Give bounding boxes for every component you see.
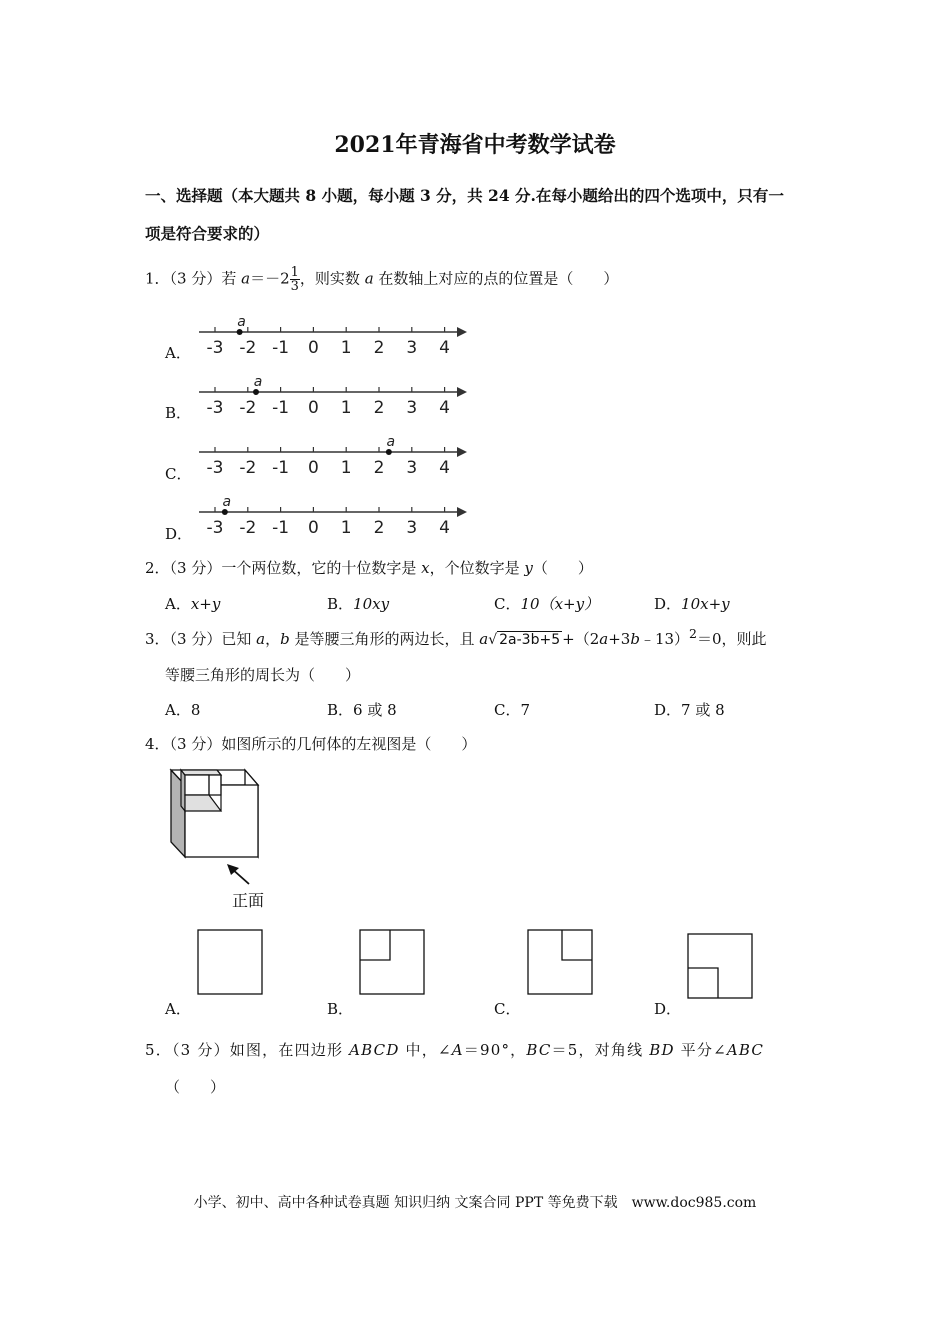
- tick-label: 2: [373, 398, 385, 418]
- q1-option-b-label: B．: [165, 404, 192, 422]
- tick-label: 3: [406, 338, 418, 358]
- question-4: 4．（3 分）如图所示的几何体的左视图是（ ）: [145, 735, 477, 753]
- radical-sign: √: [488, 632, 498, 648]
- q4-option-b-figure: [358, 928, 428, 998]
- tick-label: 2: [373, 518, 385, 538]
- question-5: 5．（3 分）如图，在四边形 ABCD 中，∠A＝90°，BC＝5，对角线 BD 平分∠ABC: [145, 1041, 765, 1059]
- tick-label: -1: [272, 338, 290, 358]
- axis-arrow-icon: [457, 327, 467, 337]
- q3-option-b: B．6 或 8: [327, 701, 397, 719]
- tick-label: -3: [206, 338, 224, 358]
- tick-label: -1: [272, 458, 290, 478]
- tick-label: -2: [239, 458, 257, 478]
- section-header-line2: 项是符合要求的）: [145, 224, 270, 243]
- q4-option-c-label: C．: [494, 1000, 521, 1018]
- question-score: （3 分）: [169, 269, 222, 288]
- question-3-line2: 等腰三角形的周长为（ ）: [165, 666, 361, 684]
- q4-option-c-figure: [526, 928, 596, 998]
- tick-label: -1: [272, 398, 290, 418]
- number-line-b: [195, 370, 475, 420]
- axis-arrow-icon: [457, 387, 467, 397]
- q4-option-d-label: D．: [654, 1000, 682, 1018]
- tick-label: -3: [206, 398, 224, 418]
- question-number: 1．: [145, 269, 170, 288]
- q1-option-c-label: C．: [165, 465, 192, 483]
- q1-option-a-label: A．: [165, 344, 191, 362]
- point-label: a: [222, 494, 232, 510]
- question-3: 3．（3 分）已知 a，b 是等腰三角形的两边长，且 a√ 2a-3b+5 +（2a+3b﹣13）$^2$＝0，则此: [145, 626, 767, 648]
- point-label: a: [237, 314, 246, 330]
- tick-label: 2: [373, 458, 385, 478]
- tick-label: 3: [406, 458, 418, 478]
- tick-label: 4: [439, 338, 451, 358]
- tick-label: 1: [340, 458, 352, 478]
- fraction: $\frac{1}{3}$: [290, 265, 299, 294]
- q3-option-c: C．7: [494, 701, 531, 719]
- tick-label: 1: [340, 338, 352, 358]
- q2-option-d: D．10x+y: [654, 595, 730, 613]
- number-line-c: [195, 430, 475, 480]
- tick-label: 1: [340, 398, 352, 418]
- tick-label: -3: [206, 458, 224, 478]
- solid-figure: [165, 765, 275, 865]
- q4-option-b-label: B．: [327, 1000, 354, 1018]
- page-title: 2021年青海省中考数学试卷: [334, 132, 616, 158]
- q2-option-a: A．x+y: [165, 595, 221, 613]
- tick-label: -1: [272, 518, 290, 538]
- question-1: 1．（3 分）若 a＝－2 $\frac{1}{3}$ ，则实数 a 在数轴上对应的点的位置是（ ）: [145, 265, 619, 294]
- q3-option-d: D．7 或 8: [654, 701, 725, 719]
- point-label: a: [253, 374, 263, 390]
- tick-label: 3: [406, 518, 418, 538]
- tick-label: 2: [373, 338, 385, 358]
- tick-label: 1: [340, 518, 352, 538]
- tick-label: 0: [307, 398, 319, 418]
- tick-label: -3: [206, 518, 224, 538]
- q1-option-d-label: D．: [165, 525, 193, 543]
- q4-option-d-figure: [686, 932, 756, 1002]
- question-5-line2: （ ）: [165, 1078, 226, 1096]
- tick-label: 4: [439, 458, 451, 478]
- tick-label: -2: [239, 518, 257, 538]
- front-label: 正面: [232, 891, 265, 910]
- tick-label: 3: [406, 398, 418, 418]
- question-2: 2．（3 分）一个两位数，它的十位数字是 x，个位数字是 y（ ）: [145, 559, 593, 577]
- arrow-icon: [225, 862, 255, 888]
- q2-option-b: B．10xy: [327, 595, 390, 613]
- q4-option-a-label: A．: [165, 1000, 191, 1018]
- q4-option-a-figure: [196, 928, 266, 998]
- tick-label: 4: [439, 518, 451, 538]
- tick-label: -2: [239, 398, 257, 418]
- tick-label: 0: [307, 518, 319, 538]
- radicand: 2a-3b+5: [499, 632, 561, 648]
- tick-label: 0: [307, 338, 319, 358]
- section-header-line1: 一、选择题（本大题共 8 小题，每小题 3 分，共 24 分.在每小题给出的四个选项中，只有一: [145, 186, 784, 205]
- tick-label: 4: [439, 398, 451, 418]
- q2-option-c: C．10（x+y）: [494, 595, 600, 613]
- number-line-a: [195, 310, 475, 360]
- number-line-d: [195, 490, 475, 540]
- tick-label: -2: [239, 338, 257, 358]
- q3-option-a: A．8: [165, 701, 201, 719]
- axis-arrow-icon: [457, 507, 467, 517]
- tick-label: 0: [307, 458, 319, 478]
- footer-text: 小学、初中、高中各种试卷真题 知识归纳 文案合同 PPT 等免费下载 www.doc985.com: [193, 1195, 757, 1211]
- axis-arrow-icon: [457, 447, 467, 457]
- point-label: a: [386, 434, 396, 450]
